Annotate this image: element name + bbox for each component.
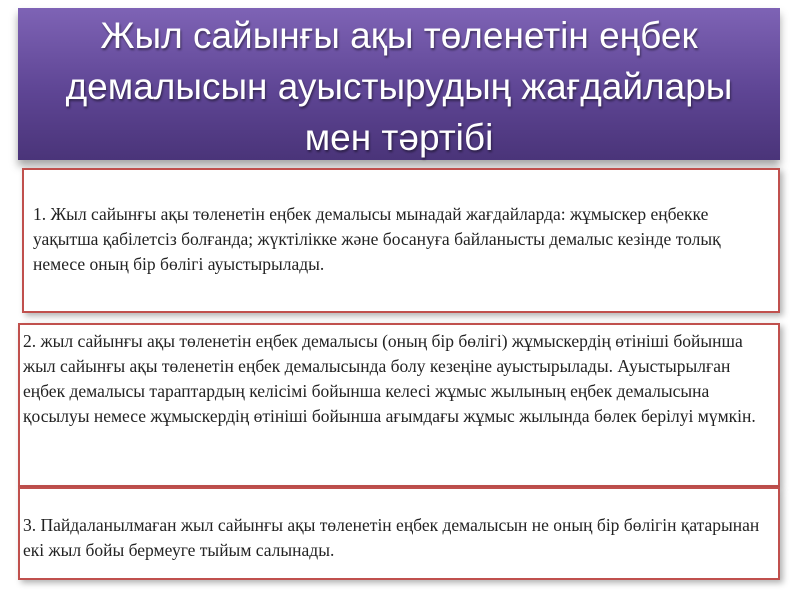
paragraph-1: 1. Жыл сайынғы ақы төленетін еңбек демалысы мынадай жағдайларда: жұмыскер еңбекке уақытша қабілетсіз болғанда; жүктілікке және босануға байланысты демалыс кезінде толық немесе оның бір бөлігі ауыстырылады. <box>33 204 721 274</box>
text-box-2 <box>18 323 780 487</box>
text-box-3 <box>18 487 780 580</box>
slide-title: Жыл сайынғы ақы төленетін еңбек демалысын ауыстырудың жағдайлары мен тәртібі <box>65 14 733 158</box>
paragraph-2: 2. жыл сайынғы ақы төленетін еңбек демалысы (оның бір бөлігі) жұмыскердің өтініші бойынша жыл сайынғы ақы төленетін еңбек демалысында болу кезеңіне ауыстырылады. Ауыстырылған еңбек демалысы тараптардың келісімі бойынша келесі жұмыс жылының еңбек демалысына қосылуы немесе жұмыскердің өтініші бойынша ағымдағы жұмыс жылында бөлек берілуі мүмкін. <box>23 331 756 426</box>
paragraph-3: 3. Пайдаланылмаған жыл сайынғы ақы төленетін еңбек демалысын не оның бір бөлігін қатарынан екі жыл бойы бермеуге тыйым салынады. <box>23 515 760 560</box>
title-banner <box>18 8 780 160</box>
text-box-1 <box>22 168 780 313</box>
